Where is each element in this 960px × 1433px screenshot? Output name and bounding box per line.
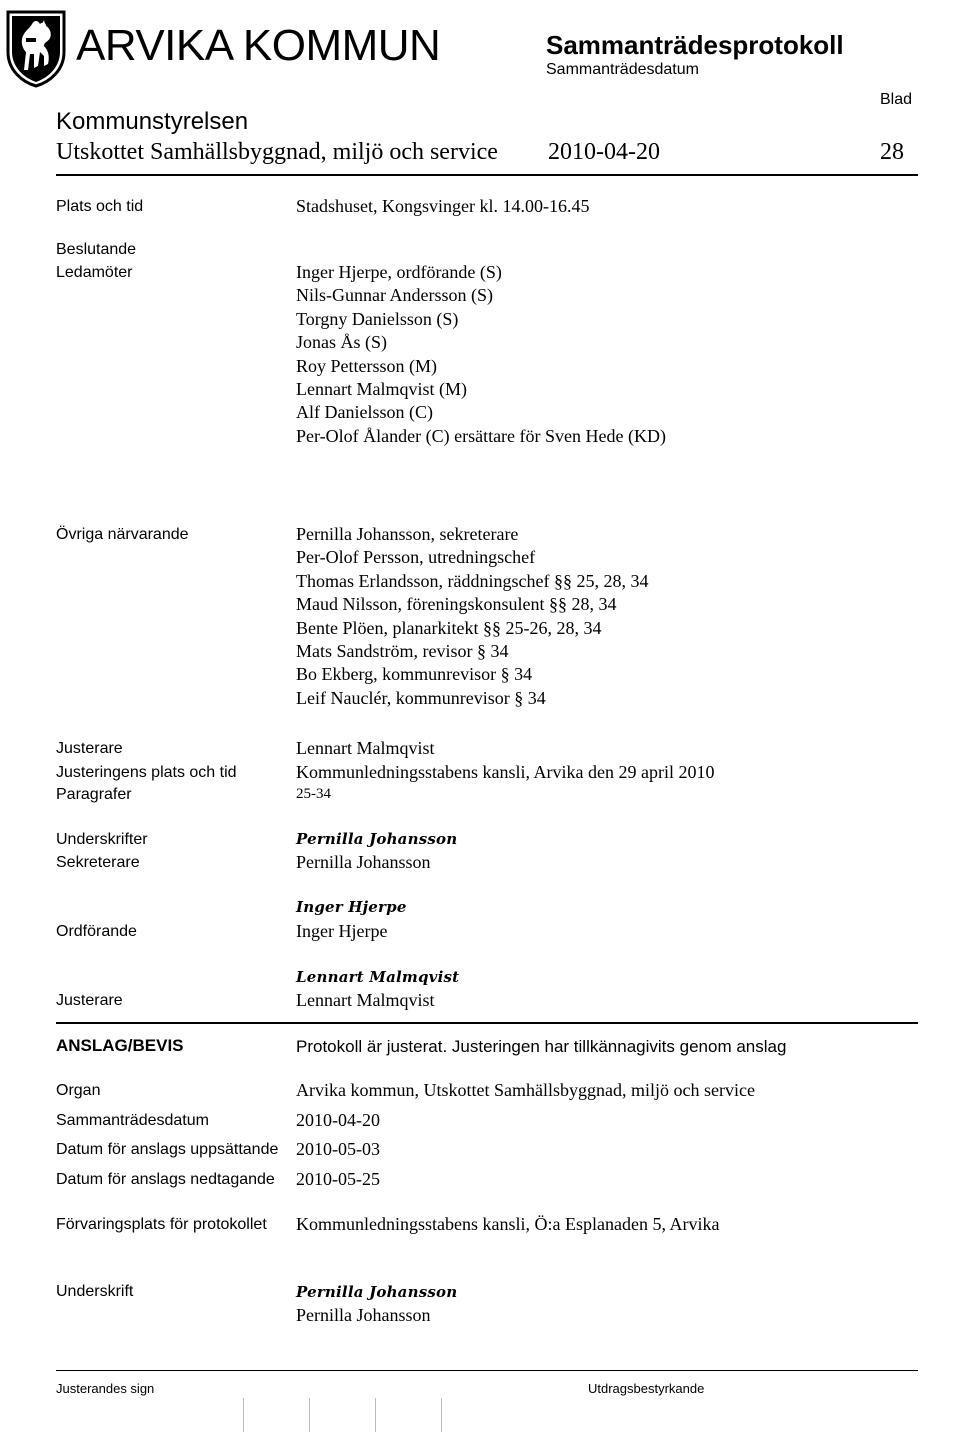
notice-divider [56,1022,918,1024]
paragraphs-label: Paragrafer [56,786,132,803]
board-name: Kommunstyrelsen [56,108,249,135]
header-divider [56,174,918,176]
notice-title: ANSLAG/BEVIS [56,1036,184,1055]
posted-date-label: Datum för anslags uppsättande [56,1141,279,1158]
member-item: Roy Pettersson (M) [296,355,437,376]
posted-date-value: 2010-05-03 [296,1139,380,1159]
storage-label: Förvaringsplats för protokollet [56,1216,267,1233]
doc-type-title: Sammanträdesprotokoll [546,30,844,60]
others-list [296,523,648,710]
signatures-label: Underskrifter [56,831,148,848]
attendee-item: Per-Olof Persson, utredningschef [296,547,536,568]
attendee-item: Bo Ekberg, kommunrevisor § 34 [296,664,533,685]
member-item: Lennart Malmqvist (M) [296,379,467,400]
attendee-item: Maud Nilsson, föreningskonsulent §§ 28, 34 [296,594,617,615]
removed-date-value: 2010-05-25 [296,1169,380,1189]
attendee-item: Mats Sandström, revisor § 34 [296,641,509,662]
organ-label: Organ [56,1082,101,1099]
chair-name: Inger Hjerpe [296,921,388,941]
member-item: Torgny Danielsson (S) [296,308,459,329]
adjust-place-label: Justeringens plats och tid [56,764,237,781]
initials-box-divider [441,1398,442,1432]
member-item: Per-Olof Ålander (C) ersättare för Sven Hede (KD) [296,425,666,446]
decision-makers-label: Beslutande [56,241,137,258]
chair-role: Ordförande [56,923,137,940]
date-caption: Sammanträdesdatum [546,61,699,78]
page-caption: Blad [880,91,913,108]
adjuster-name: Lennart Malmqvist [296,990,435,1010]
secretary-name: Pernilla Johansson [296,852,431,872]
member-item: Inger Hjerpe, ordförande (S) [296,262,502,282]
paragraphs-value: 25-34 [296,786,331,802]
notice-sign-name: Pernilla Johansson [296,1305,431,1325]
notice-sign-label: Underskrift [56,1283,134,1300]
meeting-date: 2010-04-20 [548,139,660,165]
others-label: Övriga närvarande [56,526,189,543]
attendee-item: Pernilla Johansson, sekreterare [296,524,519,544]
footer-initials-label: Justerandes sign [56,1381,155,1396]
coat-of-arms-logo [4,8,68,88]
footer-divider [56,1370,918,1371]
notice-meeting-date-value: 2010-04-20 [296,1110,380,1130]
members-list [296,261,666,448]
secretary-signature: Pernilla Johansson [296,830,458,848]
adjuster-signature: Lennart Malmqvist [296,968,460,986]
secretary-role: Sekreterare [56,854,140,871]
removed-date-label: Datum för anslags nedtagande [56,1171,275,1188]
members-label: Ledamöter [56,264,133,281]
initials-box-divider [243,1398,244,1432]
notice-statement: Protokoll är justerat. Justeringen har tillkännagivits genom anslag [296,1037,787,1056]
storage-value: Kommunledningsstabens kansli, Ö:a Esplanaden 5, Arvika [296,1214,720,1234]
adjuster-role: Justerare [56,992,123,1009]
initials-box-divider [309,1398,310,1432]
attendee-item: Leif Nauclér, kommunrevisor § 34 [296,687,546,708]
initials-box-divider [375,1398,376,1432]
committee-name: Utskottet Samhällsbyggnad, miljö och service [56,139,498,165]
notice-signature: Pernilla Johansson [296,1283,458,1301]
member-item: Nils-Gunnar Andersson (S) [296,285,493,306]
org-name: ARVIKA KOMMUN [76,21,441,70]
adjuster-value: Lennart Malmqvist [296,738,435,758]
member-item: Jonas Ås (S) [296,332,388,353]
member-item: Alf Danielsson (C) [296,402,433,423]
place-label: Plats och tid [56,198,144,215]
attendee-item: Thomas Erlandsson, räddningschef §§ 25, 28, 34 [296,570,649,591]
notice-meeting-date-label: Sammanträdesdatum [56,1112,209,1129]
page-number: 28 [880,139,904,165]
adjuster-label: Justerare [56,740,123,757]
place-value: Stadshuset, Kongsvinger kl. 14.00-16.45 [296,196,590,216]
footer-certification-label: Utdragsbestyrkande [588,1381,705,1396]
chair-signature: Inger Hjerpe [296,898,407,916]
attendee-item: Bente Plöen, planarkitekt §§ 25-26, 28, 34 [296,617,602,638]
adjust-place-value: Kommunledningsstabens kansli, Arvika den 29 april 2010 [296,762,715,782]
organ-value: Arvika kommun, Utskottet Samhällsbyggnad, miljö och service [296,1080,755,1100]
